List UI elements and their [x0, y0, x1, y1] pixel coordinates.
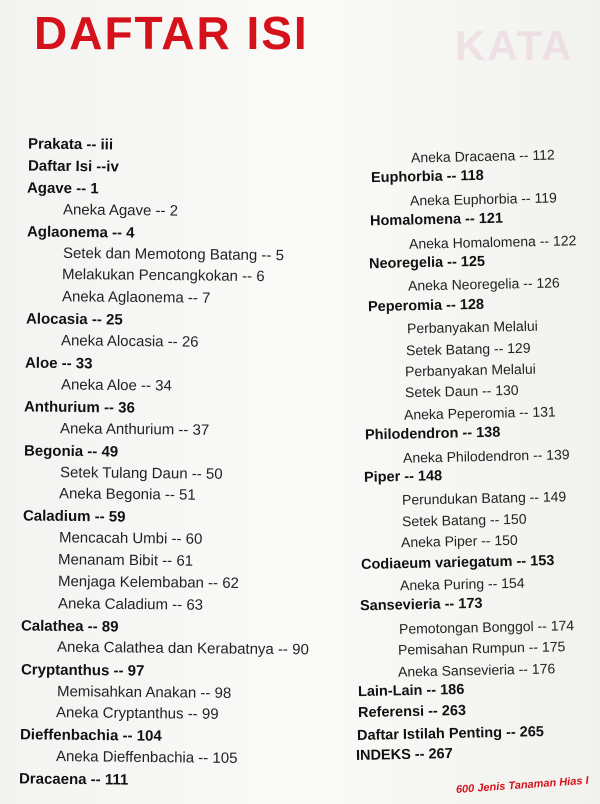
footer-book-title: 600 Jenis Tanaman Hias I	[455, 774, 589, 796]
toc-entry: Setek Batang -- 129	[405, 339, 531, 358]
toc-entry: Mencacah Umbi -- 60	[58, 529, 203, 548]
toc-entry: Aneka Aloe -- 34	[60, 376, 172, 395]
toc-entry: Aloe -- 33	[24, 354, 93, 373]
page-title: DAFTAR ISI	[34, 7, 309, 59]
toc-entry: Menanam Bibit -- 61	[58, 551, 194, 570]
toc-entry: Daftar Istilah Penting -- 265	[356, 723, 545, 744]
toc-entry: Aneka Anthurium -- 37	[60, 419, 210, 439]
toc-entry: Aneka Agave -- 2	[63, 201, 179, 220]
toc-entry: Aneka Dracaena -- 112	[410, 146, 555, 166]
toc-entry: Setek Batang -- 150	[401, 510, 527, 530]
toc-entry: Homalomena -- 121	[370, 210, 504, 230]
toc-entry: Aneka Neoregelia -- 126	[407, 274, 560, 294]
toc-entry: Sansevieria -- 173	[360, 596, 483, 615]
toc-entry: Aneka Cryptanthus -- 99	[56, 704, 219, 724]
toc-entry: Aneka Piper -- 150	[400, 531, 518, 551]
toc-entry: Dracaena -- 111	[19, 770, 129, 789]
toc-entry: Calathea -- 89	[21, 617, 120, 636]
toc-entry: Anthurium -- 36	[24, 398, 136, 417]
toc-entry: Melakukan Pencangkokan -- 6	[62, 266, 265, 286]
toc-entry: Codiaeum variegatum -- 153	[361, 552, 555, 573]
toc-entry: Aneka Calathea dan Kerabatnya -- 90	[57, 638, 310, 659]
toc-entry: Setek dan Memotong Batang -- 5	[62, 244, 284, 264]
toc-entry: Aneka Alocasia -- 26	[61, 332, 199, 351]
toc-entry: Aneka Aglaonema -- 7	[61, 288, 211, 308]
toc-entry: Neoregelia -- 125	[369, 253, 486, 273]
toc-entry: Referensi -- 263	[357, 703, 466, 722]
toc-entry: Prakata -- iii	[27, 135, 114, 154]
toc-entry: Aneka Begonia -- 51	[59, 485, 197, 505]
toc-entry: Daftar Isi --iv	[27, 157, 119, 176]
toc-entry: Perundukan Batang -- 149	[401, 488, 567, 509]
toc-entry: Dieffenbachia -- 104	[19, 726, 162, 746]
toc-entry: Caladium -- 59	[22, 507, 126, 526]
toc-entry: Aneka Dieffenbachia -- 105	[55, 748, 238, 768]
toc-entry: Aneka Sansevieria -- 176	[397, 659, 555, 680]
toc-entry: Cryptanthus -- 97	[20, 660, 145, 680]
toc-entry: Pemotongan Bonggol -- 174	[398, 616, 575, 637]
toc-entry: Aglaonema -- 4	[26, 223, 135, 242]
toc-entry: Lain-Lain -- 186	[357, 681, 465, 701]
toc-entry: Peperomia -- 128	[367, 296, 485, 316]
toc-entry: Perbanyakan Melalui	[406, 317, 538, 337]
toc-entry: Aneka Peperomia -- 131	[404, 403, 557, 423]
toc-entry: Perbanyakan Melalui	[405, 360, 537, 380]
toc-entry: Piper -- 148	[363, 468, 442, 486]
toc-entry: Memisahkan Anakan -- 98	[56, 682, 231, 702]
toc-entry: Philodendron -- 138	[364, 424, 501, 444]
toc-entry: Begonia -- 49	[23, 442, 119, 461]
toc-entry: Agave -- 1	[27, 179, 100, 198]
toc-entry: Aneka Homalomena -- 122	[408, 231, 577, 252]
toc-entry: Aneka Euphorbia -- 119	[409, 189, 557, 209]
toc-entry: Alocasia -- 25	[25, 310, 123, 329]
toc-entry: Aneka Puring -- 154	[399, 574, 525, 594]
toc-entry: Setek Daun -- 130	[404, 382, 519, 401]
ghost-heading: KATA	[455, 22, 574, 69]
toc-entry: Setek Tulang Daun -- 50	[59, 463, 223, 483]
toc-entry: Aneka Caladium -- 63	[57, 595, 203, 614]
toc-entry: Menjaga Kelembaban -- 62	[57, 573, 240, 592]
toc-entry: INDEKS -- 267	[356, 746, 454, 765]
toc-entry: Aneka Philodendron -- 139	[403, 445, 570, 466]
toc-entry: Euphorbia -- 118	[371, 168, 485, 187]
toc-entry: Pemisahan Rumpun -- 175	[398, 638, 566, 658]
